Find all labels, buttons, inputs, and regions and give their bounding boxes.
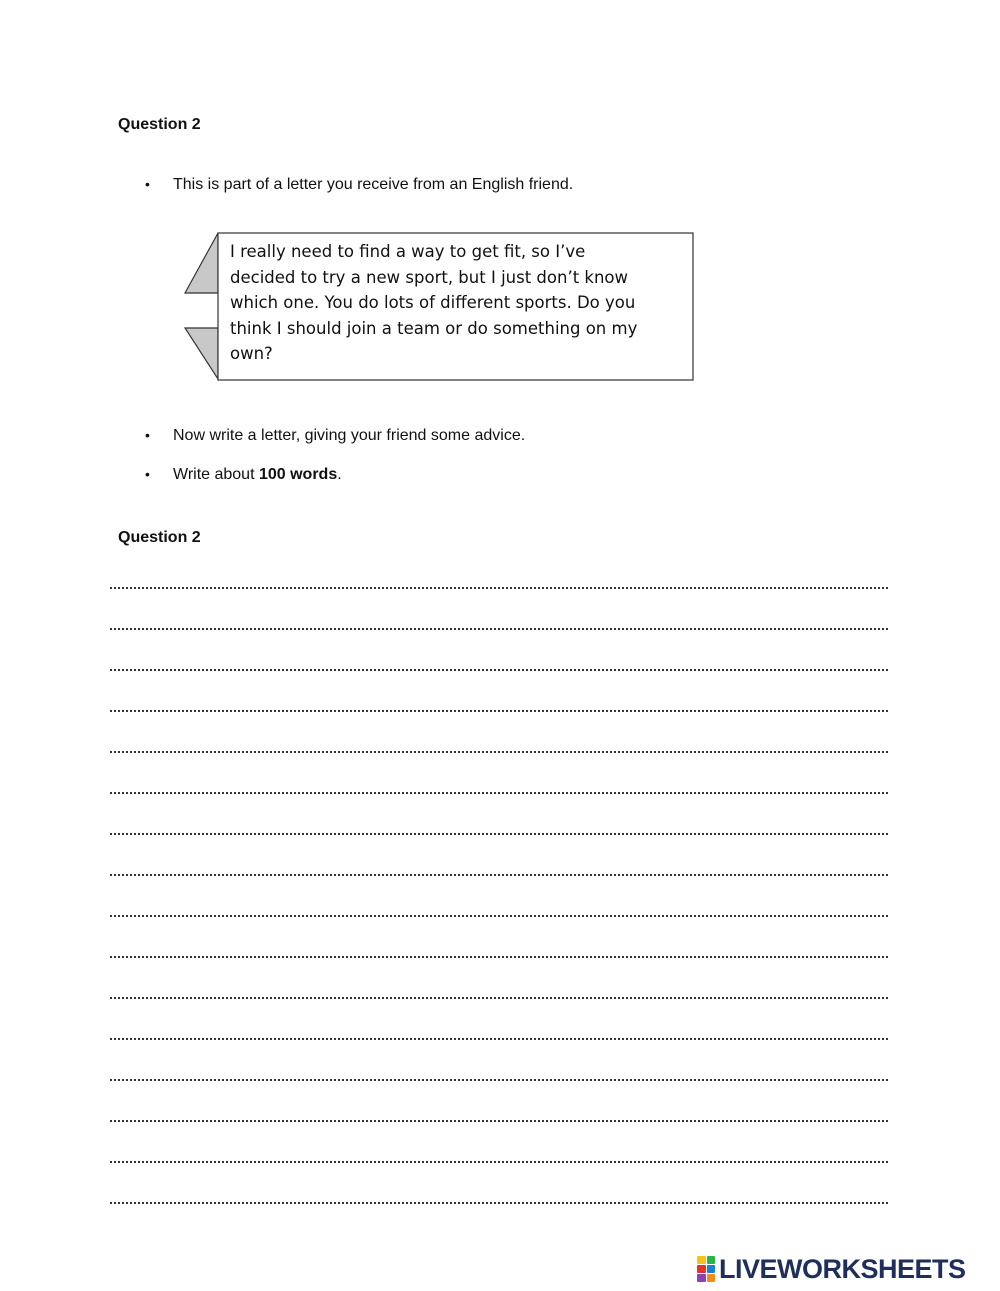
bullet-item-intro <box>145 174 573 195</box>
answer-line[interactable] <box>110 1040 888 1081</box>
answer-line[interactable] <box>110 753 888 794</box>
question-heading: Question 2 <box>118 116 201 133</box>
answer-line[interactable] <box>110 917 888 958</box>
logo-badge-tile <box>697 1265 706 1273</box>
logo-badge-tile <box>697 1256 706 1264</box>
letter-line: which one. You do lots of different sports. Do you <box>230 293 636 312</box>
answer-line[interactable] <box>110 794 888 835</box>
letter-line: I really need to find a way to get fit, so I’ve <box>230 242 586 261</box>
answer-line[interactable] <box>110 589 888 630</box>
answer-line[interactable] <box>110 958 888 999</box>
bullet-icon: • <box>145 466 150 482</box>
answer-line[interactable] <box>110 1163 888 1204</box>
bullet-text-suffix: . <box>337 466 342 483</box>
logo-badge-tile <box>707 1274 716 1282</box>
answer-line[interactable] <box>110 835 888 876</box>
answer-line[interactable] <box>110 671 888 712</box>
answer-section-heading: Question 2 <box>118 529 201 546</box>
logo-badge-tile <box>697 1274 706 1282</box>
answer-line[interactable] <box>110 999 888 1040</box>
answer-line[interactable] <box>110 630 888 671</box>
bullet-item-word-count <box>145 464 342 485</box>
letter-line: own? <box>230 344 273 363</box>
letter-callout <box>184 231 696 383</box>
bullet-text: Now write a letter, giving your friend some advice. <box>173 427 526 444</box>
answer-line[interactable] <box>110 712 888 753</box>
answer-line[interactable] <box>110 578 888 589</box>
liveworksheets-logo <box>697 1254 966 1284</box>
answer-line[interactable] <box>110 1122 888 1163</box>
answer-writing-area[interactable] <box>110 578 888 1204</box>
bullet-icon: • <box>145 176 150 192</box>
letter-excerpt-text <box>230 239 680 367</box>
bullet-icon: • <box>145 427 150 443</box>
bullet-text: This is part of a letter you receive from an English friend. <box>173 176 574 193</box>
logo-text: LIVEWORKSHEETS <box>719 1253 966 1284</box>
answer-line[interactable] <box>110 876 888 917</box>
answer-line[interactable] <box>110 1081 888 1122</box>
logo-badge-tile <box>707 1265 716 1273</box>
logo-badge-tile <box>707 1256 716 1264</box>
bullet-item-task <box>145 425 525 446</box>
logo-badge-icon <box>697 1256 715 1282</box>
bullet-text-prefix: Write about <box>173 466 259 483</box>
word-count-emphasis: 100 words <box>258 466 338 483</box>
letter-line: decided to try a new sport, but I just don’t know <box>230 267 629 287</box>
letter-line: think I should join a team or do something on my <box>230 318 638 338</box>
